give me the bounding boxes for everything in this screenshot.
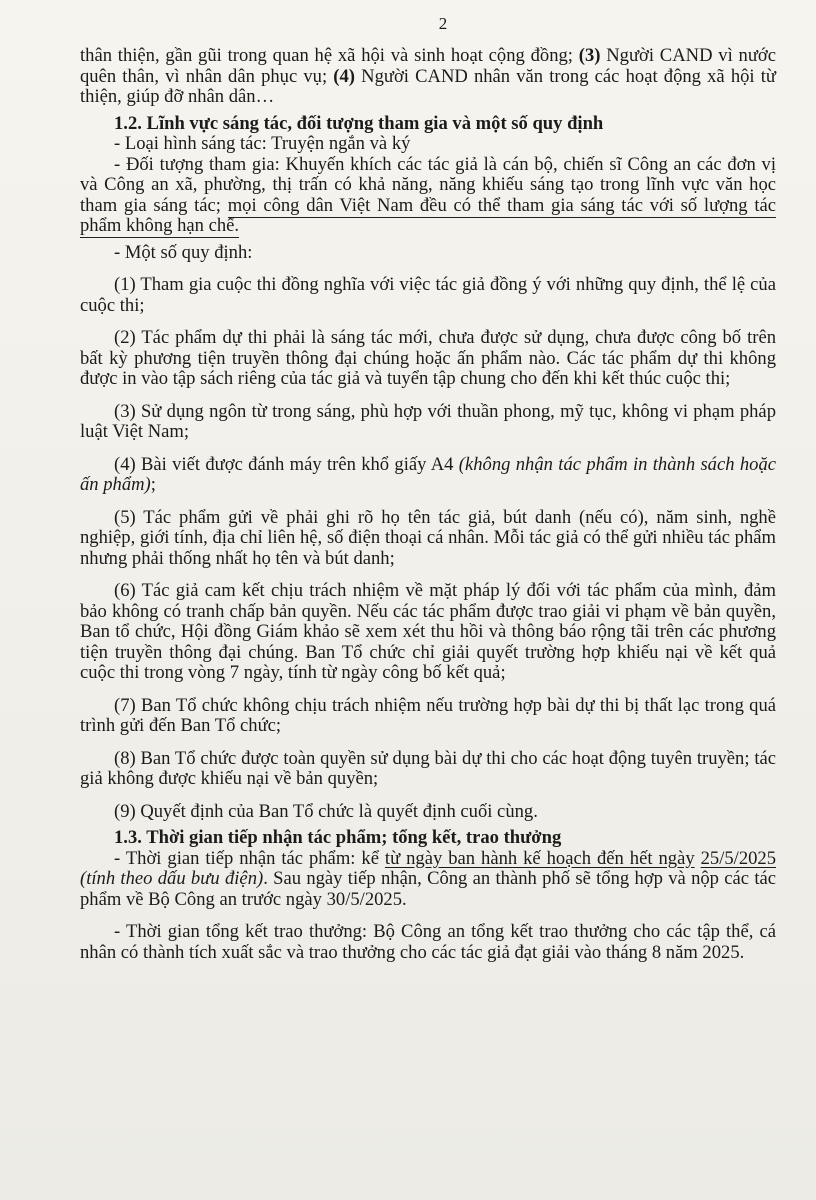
- rule-3: (3) Sử dụng ngôn từ trong sáng, phù hợp với thuần phong, mỹ tục, không vi phạm pháp luật Việt Nam;: [80, 400, 776, 442]
- rule-2: (2) Tác phẩm dự thi phải là sáng tác mới, chưa được sử dụng, chưa được công bố trên bất kỳ phương tiện truyền thông đại chúng hoặc ấn phẩm nào. Các tác phẩm dự thi không được in vào tập sách riêng của tác giả và tuyển tập chung cho đến khi kết thúc cuộc thi;: [80, 327, 776, 389]
- participants-paragraph: - Đối tượng tham gia: Khuyến khích các tác giả là cán bộ, chiến sĩ Công an các đơn vị và Công an xã, phường, thị trấn có khả năng, năng khiếu sáng tạo trong lĩnh vực văn học tham gia sáng tác; mọi công dân Việt Nam đều có thể tham gia sáng tác với số lượng tác phẩm không hạn chế.: [80, 153, 776, 236]
- rule-7: (7) Ban Tổ chức không chịu trách nhiệm nếu trường hợp bài dự thi bị thất lạc trong quá trình gửi đến Ban Tổ chức;: [80, 694, 776, 736]
- rule-6: (6) Tác giả cam kết chịu trách nhiệm về mặt pháp lý đối với tác phẩm của mình, đảm bảo không có tranh chấp bản quyền. Nếu các tác phẩm được trao giải vi phạm về bản quyền, Ban tổ chức, Hội đồng Giám khảo sẽ xem xét thu hồi và thông báo rộng tãi trên các phương tiện truyền thông đại chúng. Ban Tổ chức chỉ giải quyết trường hợp khiếu nại về kết quả cuộc thi trong vòng 7 ngày, tính từ ngày công bố kết quả;: [80, 580, 776, 683]
- underlined-receive-dates: từ ngày ban hành kế hoạch đến hết ngày: [384, 847, 695, 869]
- rule-4: (4) Bài viết được đánh máy trên khổ giấy A4 (không nhận tác phẩm in thành sách hoặc ấn phẩm);: [80, 453, 776, 495]
- genre-line: - Loại hình sáng tác: Truyện ngắn và ký: [114, 133, 411, 154]
- awards-paragraph: - Thời gian tổng kết trao thưởng: Bộ Công an tổng kết trao thưởng cho các tập thể, cá nhân có thành tích xuất sắc và trao thưởng cho các tác giả đạt giải vào tháng 8 năm 2025.: [80, 921, 776, 963]
- underlined-citizens-clause: mọi công dân Việt Nam đều có thể tham gia sáng tác với số lượng tác phẩm không hạn chế.: [80, 194, 776, 236]
- intro-paragraph: thân thiện, gần gũi trong quan hệ xã hội và sinh hoạt cộng đồng; (3) Người CAND vì nước quên thân, vì nhân dân phục vụ; (4) Người CAND nhân văn trong các hoạt động xã hội từ thiện, giúp đỡ nhân dân…: [80, 45, 776, 107]
- section-1-2-heading: 1.2. Lĩnh vực sáng tác, đối tượng tham gia và một số quy định: [114, 112, 604, 134]
- rule-9: (9) Quyết định của Ban Tổ chức là quyết định cuối cùng.: [114, 800, 538, 822]
- receive-period-paragraph: - Thời gian tiếp nhận tác phẩm: kể từ ngày ban hành kế hoạch đến hết ngày 25/5/2025 (tính theo dấu bưu điện). Sau ngày tiếp nhận, Công an thành phố sẽ tổng hợp và nộp các tác phẩm về Bộ Công an trước ngày 30/5/2025.: [80, 847, 777, 910]
- page-number: 2: [438, 14, 448, 33]
- rule-8: (8) Ban Tổ chức được toàn quyền sử dụng bài dự thi cho các hoạt động tuyên truyền; tác giả không được khiếu nại về bản quyền;: [80, 747, 776, 789]
- rule-1: (1) Tham gia cuộc thi đồng nghĩa với việc tác giả đồng ý với những quy định, thể lệ của cuộc thi;: [80, 274, 776, 316]
- underlined-deadline: 25/5/2025: [700, 847, 777, 869]
- section-1-3-heading: 1.3. Thời gian tiếp nhận tác phẩm; tổng kết, trao thưởng: [114, 827, 562, 848]
- rules-intro: - Một số quy định:: [114, 241, 253, 263]
- rule-5: (5) Tác phẩm gửi về phải ghi rõ họ tên tác giả, bút danh (nếu có), năm sinh, nghề nghiệp, giới tính, địa chỉ liên hệ, số điện thoại cá nhân. Mỗi tác giả có thể gửi nhiều tác phẩm nhưng phải thống nhất họ tên và bút danh;: [80, 506, 776, 569]
